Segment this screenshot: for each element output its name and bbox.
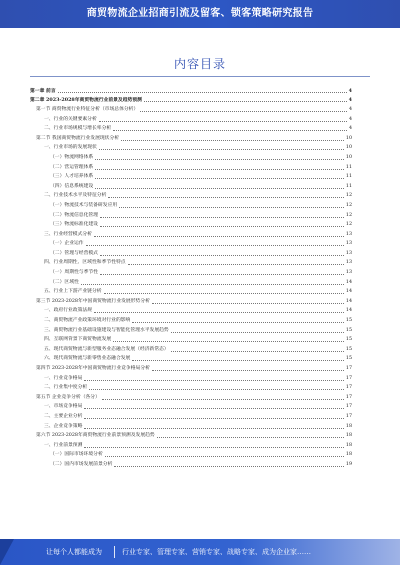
- toc-entry[interactable]: [30, 355, 352, 365]
- toc-leader-dots: [102, 398, 344, 400]
- toc-leader-dots: [105, 455, 344, 457]
- toc-leader-dots: [84, 427, 344, 429]
- toc-entry-title: 第三节 2023-2028年中国商贸物流行业发展形势分析: [36, 298, 150, 304]
- toc-entry-title: （一）物流网络体系: [50, 154, 94, 160]
- toc-entry-title: （一）周期性与季节性: [50, 270, 98, 276]
- toc-entry-title: （一）企业运作: [50, 241, 84, 247]
- toc-leader-dots: [95, 158, 344, 160]
- toc-entry[interactable]: [30, 192, 352, 202]
- toc-entry-page: 11: [345, 164, 352, 170]
- toc-entry-title: 第二章 2023-2028年商贸物流行业前景及趋势预测: [30, 97, 142, 104]
- toc-leader-dots: [100, 225, 344, 227]
- toc-entry[interactable]: [30, 431, 352, 441]
- toc-entry-page: 18: [345, 442, 352, 448]
- toc-entry-page: 19: [345, 461, 352, 467]
- toc-entry-title: （三）人才培养体系: [50, 174, 94, 180]
- toc-entry-page: 17: [345, 366, 352, 372]
- toc-leader-dots: [113, 129, 347, 131]
- toc-entry[interactable]: [30, 105, 352, 115]
- toc-entry[interactable]: [30, 412, 352, 422]
- toc-entry[interactable]: [30, 278, 352, 288]
- toc-entry-title: 一、市场竞争格局: [44, 404, 83, 410]
- toc-entry-page: 12: [345, 212, 352, 218]
- toc-entry[interactable]: [30, 326, 352, 336]
- toc-entry[interactable]: [30, 124, 352, 134]
- toc-leader-dots: [100, 254, 344, 256]
- toc-leader-dots: [99, 148, 344, 150]
- toc-leader-dots: [100, 216, 344, 218]
- toc-entry[interactable]: [30, 201, 352, 211]
- toc-entry[interactable]: [30, 403, 352, 413]
- toc-entry-page: 15: [345, 327, 352, 333]
- toc-entry-title: （二）国内市场发展前景分析: [50, 461, 113, 467]
- toc-leader-dots: [132, 359, 344, 361]
- toc-entry[interactable]: [30, 172, 352, 182]
- toc-entry-page: 10: [345, 145, 352, 151]
- toc-entry[interactable]: [30, 115, 352, 125]
- toc-entry-title: 五、现代商贸物流与新型服务业态融合发展（经济新常态）: [44, 346, 169, 352]
- toc-entry-page: 17: [345, 394, 352, 400]
- toc-entry-title: （二）管理与经营模式: [50, 250, 98, 256]
- toc-leader-dots: [114, 465, 344, 467]
- toc-entry-page: 17: [345, 413, 352, 419]
- toc-entry[interactable]: [30, 345, 352, 355]
- toc-leader-dots: [171, 350, 344, 352]
- toc-heading: 内容目录: [173, 57, 226, 71]
- toc-entry[interactable]: [30, 182, 352, 192]
- toc-entry-title: 六、现代商贸物流与新零售业态融合发展: [44, 356, 131, 362]
- toc-entry-title: （三）物流标准化建设: [50, 222, 98, 228]
- toc-entry-page: 17: [345, 375, 352, 381]
- toc-entry-page: 12: [345, 222, 352, 228]
- toc-divider: [30, 76, 370, 77]
- toc-entry-page: 13: [345, 270, 352, 276]
- toc-entry-title: （二）物流信息化管理: [50, 212, 98, 218]
- toc-entry[interactable]: [30, 230, 352, 240]
- toc-leader-dots: [95, 168, 344, 170]
- toc-leader-dots: [157, 436, 344, 438]
- toc-entry-title: 第一节 商贸物流行业特征分析（市场总体分析）: [36, 106, 139, 112]
- toc-entry-title: 第一章 前言: [30, 87, 56, 94]
- toc-entry-title: （四）信息系统建设: [50, 183, 94, 189]
- toc-entry-title: 二、主要企业分析: [44, 413, 83, 419]
- toc-entry-title: 二、行业集中度分析: [44, 385, 88, 391]
- toc-leader-dots: [95, 177, 344, 179]
- toc-entry-page: 13: [345, 260, 352, 266]
- toc-leader-dots: [104, 292, 344, 294]
- toc-entry-page: 18: [345, 433, 352, 439]
- toc-leader-dots: [144, 100, 347, 102]
- toc-entry-page: 18: [345, 423, 352, 429]
- footer-slogan-left: 让每个人都能成为: [46, 548, 102, 556]
- toc-leader-dots: [152, 302, 344, 304]
- toc-entry-page: 17: [345, 385, 352, 391]
- toc-leader-dots: [84, 417, 344, 419]
- toc-leader-dots: [128, 263, 344, 265]
- toc-entry[interactable]: [30, 268, 352, 278]
- toc-entry-page: 13: [345, 231, 352, 237]
- footer-slogan-right: 行业专家、管理专家、营销专家、战略专家、成为企业家……: [122, 548, 311, 556]
- toc-entry-page: 14: [345, 289, 352, 295]
- toc-entry-page: 12: [345, 193, 352, 199]
- footer-corner-decoration: [0, 539, 14, 565]
- toc-leader-dots: [89, 388, 344, 390]
- toc-entry[interactable]: [30, 163, 352, 173]
- toc-entry-page: 11: [345, 174, 352, 180]
- toc-entry-page: 12: [345, 202, 352, 208]
- footer-banner: [0, 539, 400, 565]
- toc-entry-title: 二、行业市场规模与增长率分析: [44, 126, 112, 132]
- toc-entry-title: 一、行业竞争格局: [44, 375, 83, 381]
- toc-entry-page: 4: [348, 126, 352, 132]
- toc-entry[interactable]: [30, 96, 352, 106]
- toc-entry-title: （二）营运管理体系: [50, 164, 94, 170]
- toc-entry-title: 第六节 2023-2028年商贸物流行业前景预测及发展趋势: [36, 433, 155, 439]
- toc-entry[interactable]: [30, 307, 352, 317]
- toc-entry-title: （二）区域性: [50, 279, 79, 285]
- toc-entry-title: 第二节 我国商贸物流行业发展现状分析: [36, 135, 120, 141]
- toc-leader-dots: [100, 273, 344, 275]
- toc-leader-dots: [171, 331, 344, 333]
- toc-leader-dots: [81, 283, 344, 285]
- toc-entry-title: （一）国际市场环境分析: [50, 452, 103, 458]
- toc-entry[interactable]: [30, 383, 352, 393]
- toc-entry-page: 4: [348, 87, 352, 94]
- toc-entry[interactable]: [30, 335, 352, 345]
- toc-entry[interactable]: [30, 259, 352, 269]
- toc-entry[interactable]: [30, 211, 352, 221]
- toc-entry-page: 4: [348, 97, 352, 104]
- toc-entry[interactable]: [30, 287, 352, 297]
- toc-leader-dots: [121, 139, 344, 141]
- toc-entry-page: 14: [345, 308, 352, 314]
- toc-entry[interactable]: [30, 374, 352, 384]
- toc-leader-dots: [58, 91, 347, 93]
- toc-entry[interactable]: [30, 220, 352, 230]
- toc-leader-dots: [152, 369, 344, 371]
- toc-entry[interactable]: [30, 316, 352, 326]
- toc-entry[interactable]: [30, 297, 352, 307]
- toc-entry-title: 一、行业的关键要素分析: [44, 116, 97, 122]
- toc-entry[interactable]: [30, 451, 352, 461]
- toc-leader-dots: [84, 379, 344, 381]
- toc-leader-dots: [140, 110, 347, 112]
- footer-separator: [114, 546, 115, 558]
- toc-entry-title: 三、企业竞争策略: [44, 423, 83, 429]
- toc-entry-title: 第五节 企业竞争分析（各分）: [36, 394, 100, 400]
- toc-entry-title: 四、行业周期性、区域性和季节性特点: [44, 260, 126, 266]
- toc-leader-dots: [132, 321, 344, 323]
- toc-entry[interactable]: [30, 364, 352, 374]
- toc-entry-title: 一、行业前景预测: [44, 442, 83, 448]
- toc-entry-page: 4: [348, 106, 352, 112]
- toc-leader-dots: [113, 340, 344, 342]
- toc-entry-title: 第四节 2023-2028年中国商贸物流行业竞争格局分析: [36, 366, 150, 372]
- toc-entry[interactable]: [30, 393, 352, 403]
- toc-leader-dots: [99, 120, 347, 122]
- toc-entry-page: 15: [345, 318, 352, 324]
- toc-entry-title: 二、行业技术水平及特征分析: [44, 193, 107, 199]
- toc-entry[interactable]: [30, 460, 352, 470]
- toc-entry-page: 11: [345, 183, 352, 189]
- toc-entry[interactable]: [30, 144, 352, 154]
- toc-entry[interactable]: [30, 441, 352, 451]
- toc-leader-dots: [86, 244, 344, 246]
- toc-entry-page: 10: [345, 135, 352, 141]
- toc-leader-dots: [108, 196, 344, 198]
- toc-entry-page: 17: [345, 404, 352, 410]
- toc-entry-page: 15: [345, 356, 352, 362]
- toc-entry-title: 一、行业市场的发展现状: [44, 145, 97, 151]
- toc-entry-title: 三、行业经营模式分析: [44, 231, 92, 237]
- toc-leader-dots: [95, 187, 344, 189]
- toc-entry-title: （一）物流技术与装备研发应用: [50, 202, 118, 208]
- toc-entry-page: 15: [345, 346, 352, 352]
- toc-entry-page: 13: [345, 250, 352, 256]
- toc-leader-dots: [94, 235, 344, 237]
- toc-entry-title: 四、互联网背景下商贸物流发展: [44, 337, 112, 343]
- toc-entry-page: 15: [345, 337, 352, 343]
- toc-entry[interactable]: [30, 134, 352, 144]
- toc-entry-title: 二、商贸物流产业政策环境对行业的影响: [44, 318, 131, 324]
- toc-entry-page: 13: [345, 241, 352, 247]
- toc-leader-dots: [84, 446, 344, 448]
- toc-entry[interactable]: [30, 86, 352, 96]
- toc-entry-page: 10: [345, 154, 352, 160]
- toc-entry[interactable]: [30, 249, 352, 259]
- toc-entry-page: 14: [345, 279, 352, 285]
- report-title-banner: 商贸物流企业招商引流及留客、锁客策略研究报告: [0, 0, 400, 28]
- toc-entry[interactable]: [30, 240, 352, 250]
- toc-leader-dots: [84, 407, 344, 409]
- table-of-contents: [30, 86, 352, 470]
- toc-entry[interactable]: [30, 422, 352, 432]
- toc-entry-page: 18: [345, 452, 352, 458]
- toc-entry-page: 4: [348, 116, 352, 122]
- toc-leader-dots: [94, 311, 344, 313]
- toc-leader-dots: [119, 206, 344, 208]
- toc-entry-title: 五、行业上下游产业链分析: [44, 289, 102, 295]
- toc-entry-title: 一、政府行业政策法规: [44, 308, 92, 314]
- toc-entry-title: 三、商贸物流行业基础设施建设与智能化管理水平发展趋势: [44, 327, 169, 333]
- toc-entry[interactable]: [30, 153, 352, 163]
- toc-entry-page: 14: [345, 298, 352, 304]
